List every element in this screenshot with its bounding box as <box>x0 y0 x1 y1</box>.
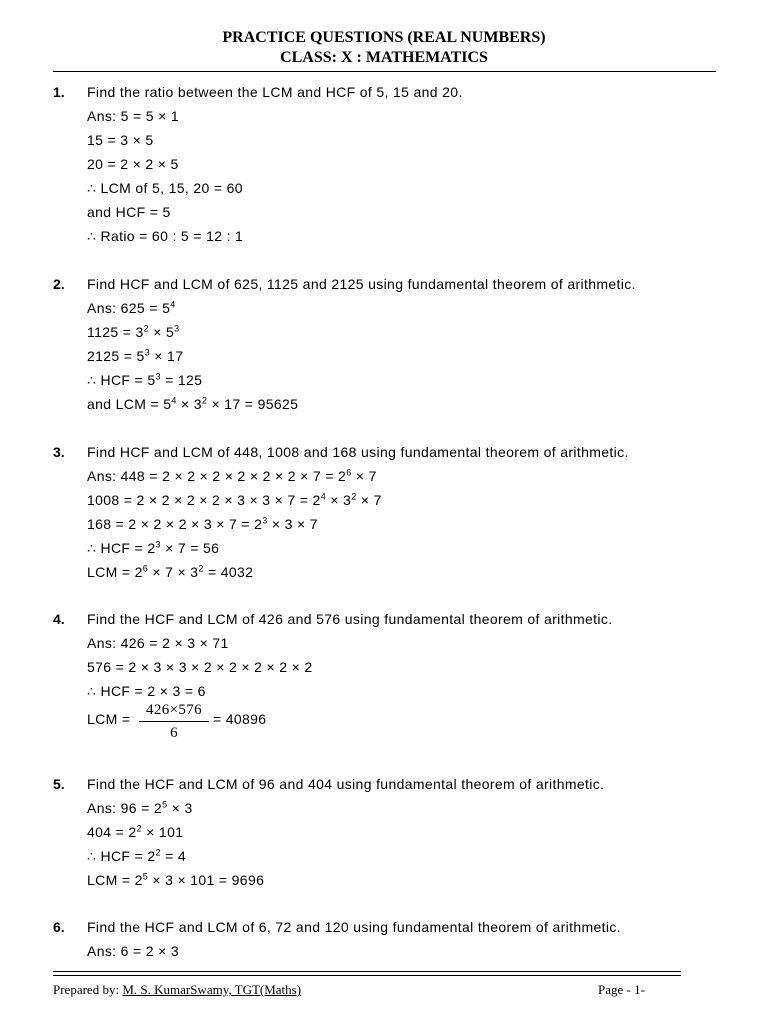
fraction-result: = 40896 <box>213 711 267 727</box>
fraction-bar <box>139 721 209 722</box>
answer-line: Ans: 6 = 2 × 3 <box>87 943 180 959</box>
question-number: 3. <box>53 444 65 460</box>
answer-line: ∴ HCF = $5^3 = 125$ <box>87 371 203 388</box>
question-text: Find HCF and LCM of 625, 1125 and 2125 using fundamental theorem of arithmetic. <box>87 276 636 292</box>
footer-rule-thick <box>53 975 681 976</box>
answer-line: Ans: 426 = 2 × 3 × 71 <box>87 635 229 651</box>
question-text: Find HCF and LCM of 448, 1008 and 168 using fundamental theorem of arithmetic. <box>87 444 629 460</box>
answer-line: $1125 = 3^2 \times 5^3$ <box>87 323 180 340</box>
answer-line: ∴ HCF = $2^2 = 4$ <box>87 847 186 864</box>
answer-line: 576 = 2 × 3 × 3 × 2 × 2 × 2 × 2 × 2 <box>87 659 313 675</box>
question-number: 4. <box>53 611 65 627</box>
footer-prepared-label: Prepared by: <box>53 982 123 997</box>
answer-line: and LCM = $5^4 \times 3^2 \times 17 = 95625$ <box>87 395 299 412</box>
answer-line: 15 = 3 × 5 <box>87 132 154 148</box>
question-text: Find the HCF and LCM of 96 and 404 using fundamental theorem of arithmetic. <box>87 776 605 792</box>
answer-line: Ans: $448 = 2 \times 2 \times 2 \times 2 \times 2 \times 2 \times 7 = 2^6 \times 7$ <box>87 467 377 484</box>
question-number: 5. <box>53 776 65 792</box>
question-number: 6. <box>53 919 65 935</box>
fraction-numerator: 426×576 <box>146 702 202 718</box>
question-number: 2. <box>53 276 65 292</box>
fraction-denominator: 6 <box>170 725 178 741</box>
answer-line: ∴ HCF = $2^3 \times 7 = 56$ <box>87 539 220 556</box>
answer-line: Ans: $625 = 5^4$ <box>87 299 176 316</box>
question-number: 1. <box>53 84 65 100</box>
answer-line: ∴ Ratio = 60 : 5 = 12 : 1 <box>87 228 244 244</box>
answer-line: LCM = $2^5 \times 3 \times 101 = 9696$ <box>87 871 265 888</box>
fraction-label: LCM = <box>87 711 131 727</box>
answer-line: and HCF = 5 <box>87 204 171 220</box>
footer-author: M. S. KumarSwamy, TGT(Maths) <box>122 982 302 997</box>
answer-line: $168 = 2 \times 2 \times 2 \times 3 \times 7 = 2^3 \times 3 \times 7$ <box>87 515 318 532</box>
answer-line: $2125 = 5^3 \times 17$ <box>87 347 184 364</box>
answer-line: LCM = $2^6 \times 7 \times 3^2 = 4032$ <box>87 563 254 580</box>
question-text: Find the ratio between the LCM and HCF of 5, 15 and 20. <box>87 84 463 100</box>
document-title: PRACTICE QUESTIONS (REAL NUMBERS) <box>222 29 546 46</box>
footer-page-number: Page - 1- <box>598 982 645 997</box>
answer-line: $1008 = 2 \times 2 \times 2 \times 2 \times 3 \times 3 \times 7 = 2^4 \times 3^2 \times 7$ <box>87 491 382 508</box>
document-subtitle: CLASS: X : MATHEMATICS <box>280 49 488 66</box>
footer-prepared-by <box>53 982 301 998</box>
fraction <box>139 701 209 742</box>
answer-line: 20 = 2 × 2 × 5 <box>87 156 179 172</box>
answer-line: $404 = 2^2 \times 101$ <box>87 823 184 840</box>
question-text: Find the HCF and LCM of 426 and 576 using fundamental theorem of arithmetic. <box>87 611 613 627</box>
question-text: Find the HCF and LCM of 6, 72 and 120 using fundamental theorem of arithmetic. <box>87 919 621 935</box>
answer-line: Ans: 5 = 5 × 1 <box>87 108 180 124</box>
footer-rule-thin <box>53 971 681 972</box>
answer-line: Ans: $96 = 2^5 \times 3$ <box>87 799 193 816</box>
answer-line: ∴ LCM of 5, 15, 20 = 60 <box>87 180 243 196</box>
answer-line: ∴ HCF = 2 × 3 = 6 <box>87 683 206 699</box>
